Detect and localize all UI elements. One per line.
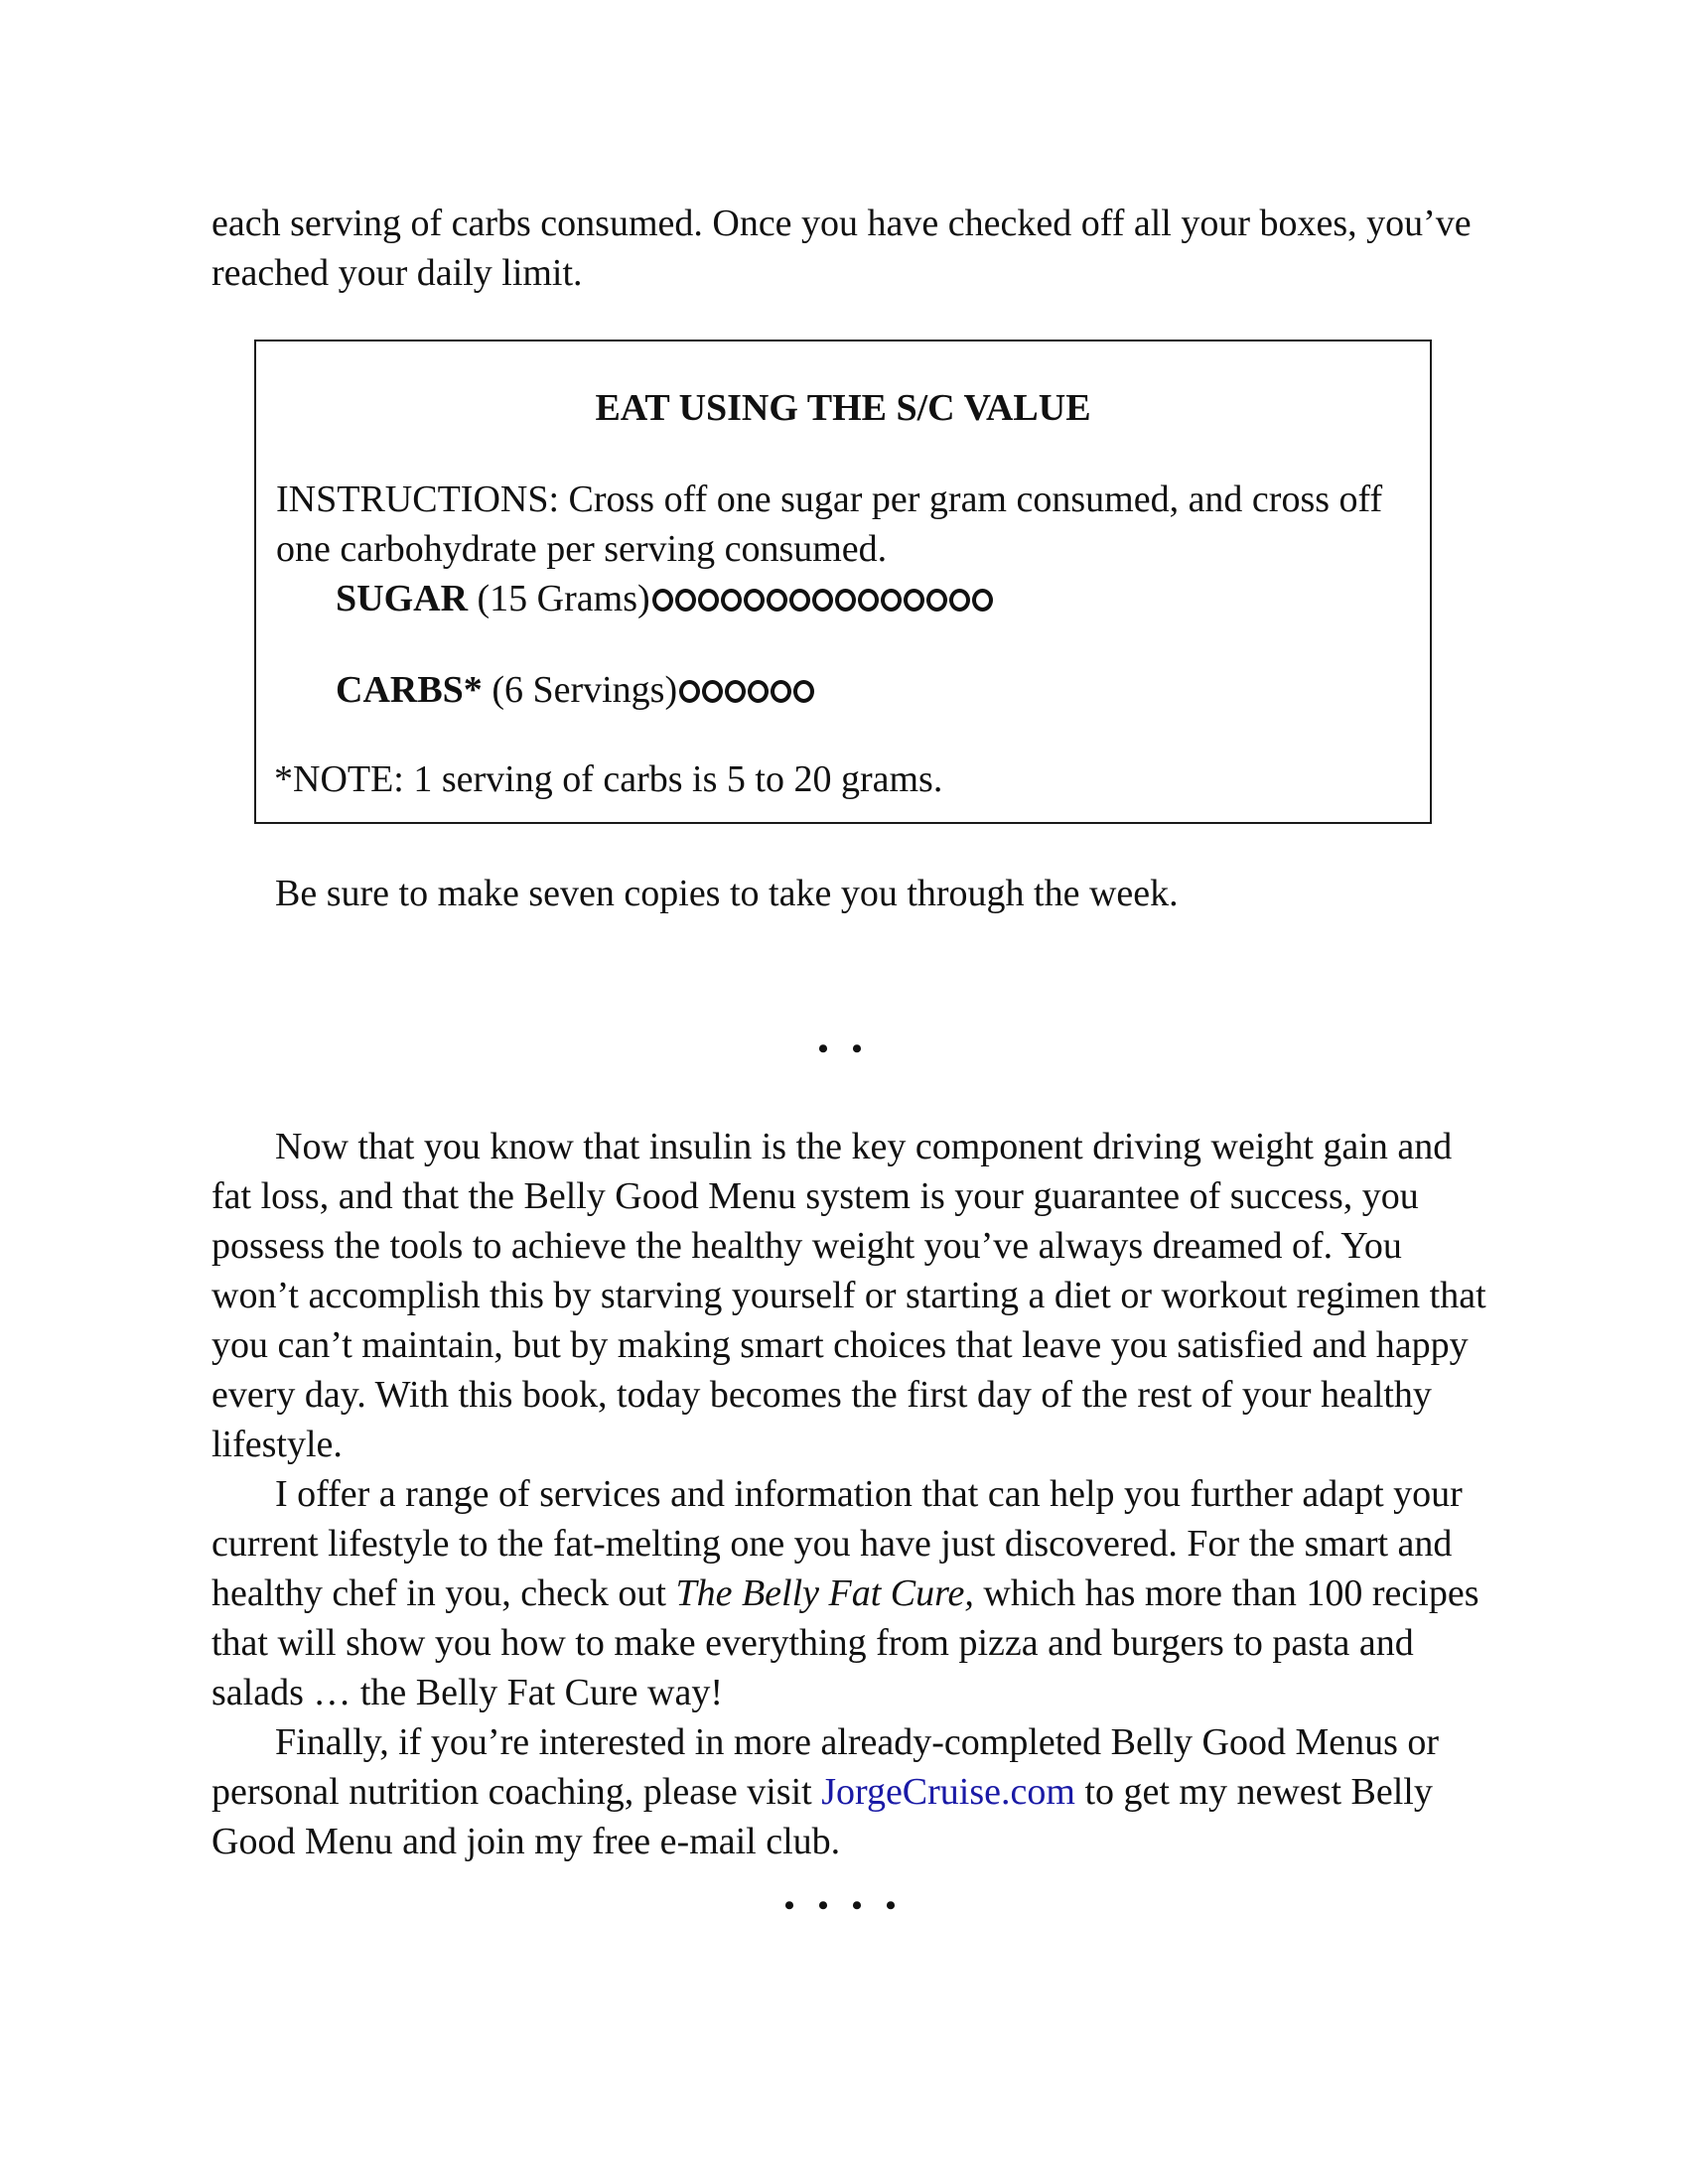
jorgecruise-link[interactable]: JorgeCruise.com xyxy=(821,1771,1075,1813)
sugar-checkbox-circle xyxy=(904,589,924,612)
sugar-checkbox-circle xyxy=(972,589,993,612)
sugar-checkbox-circle xyxy=(767,589,787,612)
finally-text-start: Finally, if you’re interested in more already-completed Belly Good Menus or personal nutrition coaching, please visit xyxy=(211,1721,1440,1813)
sugar-checkbox-circle xyxy=(926,589,947,612)
sugar-tracker xyxy=(336,574,995,623)
end-divider: • • • • xyxy=(783,1889,905,1922)
sugar-checkbox-circle xyxy=(881,589,902,612)
sugar-checkbox-circle xyxy=(675,589,696,612)
intro-paragraph xyxy=(211,199,1492,298)
copies-instruction: Be sure to make seven copies to take you through the week. xyxy=(275,873,1179,914)
sugar-checkboxes xyxy=(652,588,995,611)
carbs-tracker xyxy=(336,665,816,715)
sugar-checkbox-circle xyxy=(721,589,742,612)
sugar-label: SUGAR xyxy=(336,578,469,619)
sugar-checkbox-circle xyxy=(858,589,879,612)
section-divider: • • xyxy=(817,1032,871,1065)
book-title: The Belly Fat Cure, xyxy=(675,1572,974,1614)
sugar-checkbox-circle xyxy=(812,589,833,612)
sugar-checkbox-circle xyxy=(789,589,810,612)
sc-box-title: EAT USING THE S/C VALUE xyxy=(595,387,1091,429)
carbs-label: CARBS* xyxy=(336,669,483,711)
carbs-checkbox-circle xyxy=(771,680,791,703)
intro-text: each serving of carbs consumed. Once you have checked off all your boxes, you’ve reached your daily limit. xyxy=(211,203,1472,294)
sugar-checkbox-circle xyxy=(698,589,719,612)
paragraph-services xyxy=(211,1469,1492,1717)
closing-section xyxy=(211,1122,1492,1866)
paragraph-finally xyxy=(211,1717,1492,1866)
sc-box-instructions: INSTRUCTIONS: Cross off one sugar per gram consumed, and cross off one carbohydrate per serving consumed. xyxy=(276,478,1383,570)
sugar-checkbox-circle xyxy=(835,589,856,612)
carbs-detail: (6 Servings) xyxy=(482,669,678,711)
carbs-checkbox-circle xyxy=(702,680,723,703)
sugar-checkbox-circle xyxy=(652,589,673,612)
services-text-end: which has more than 100 recipes that will show you how to make everything from pizza and burgers to pasta and salads … the Belly Fat Cure way! xyxy=(211,1572,1479,1713)
sc-box-note: *NOTE: 1 serving of carbs is 5 to 20 grams. xyxy=(274,758,943,800)
services-text-start: I offer a range of services and information that can help you further adapt your current lifestyle to the fat-melting one you have just discovered. For the smart and healthy chef in you, check out xyxy=(211,1473,1463,1614)
carbs-checkbox-circle xyxy=(679,680,700,703)
finally-text-end: to get my newest Belly Good Menu and join my free e-mail club. xyxy=(211,1771,1433,1862)
sugar-checkbox-circle xyxy=(949,589,970,612)
sugar-checkbox-circle xyxy=(744,589,765,612)
carbs-checkbox-circle xyxy=(725,680,746,703)
carbs-checkboxes xyxy=(679,679,816,702)
sugar-detail: (15 Grams) xyxy=(468,578,650,619)
carbs-checkbox-circle xyxy=(748,680,769,703)
carbs-checkbox-circle xyxy=(793,680,814,703)
paragraph-insulin: Now that you know that insulin is the key component driving weight gain and fat loss, and that the Belly Good Menu system is your guarantee of success, you possess the tools to achieve the healthy weight you’ve always dreamed of. You won’t accomplish this by starving yourself or starting a diet or workout regimen that you can’t maintain, but by making smart choices that leave you satisfied and happy every day. With this book, today becomes the first day of the rest of your healthy lifestyle. xyxy=(211,1126,1486,1465)
